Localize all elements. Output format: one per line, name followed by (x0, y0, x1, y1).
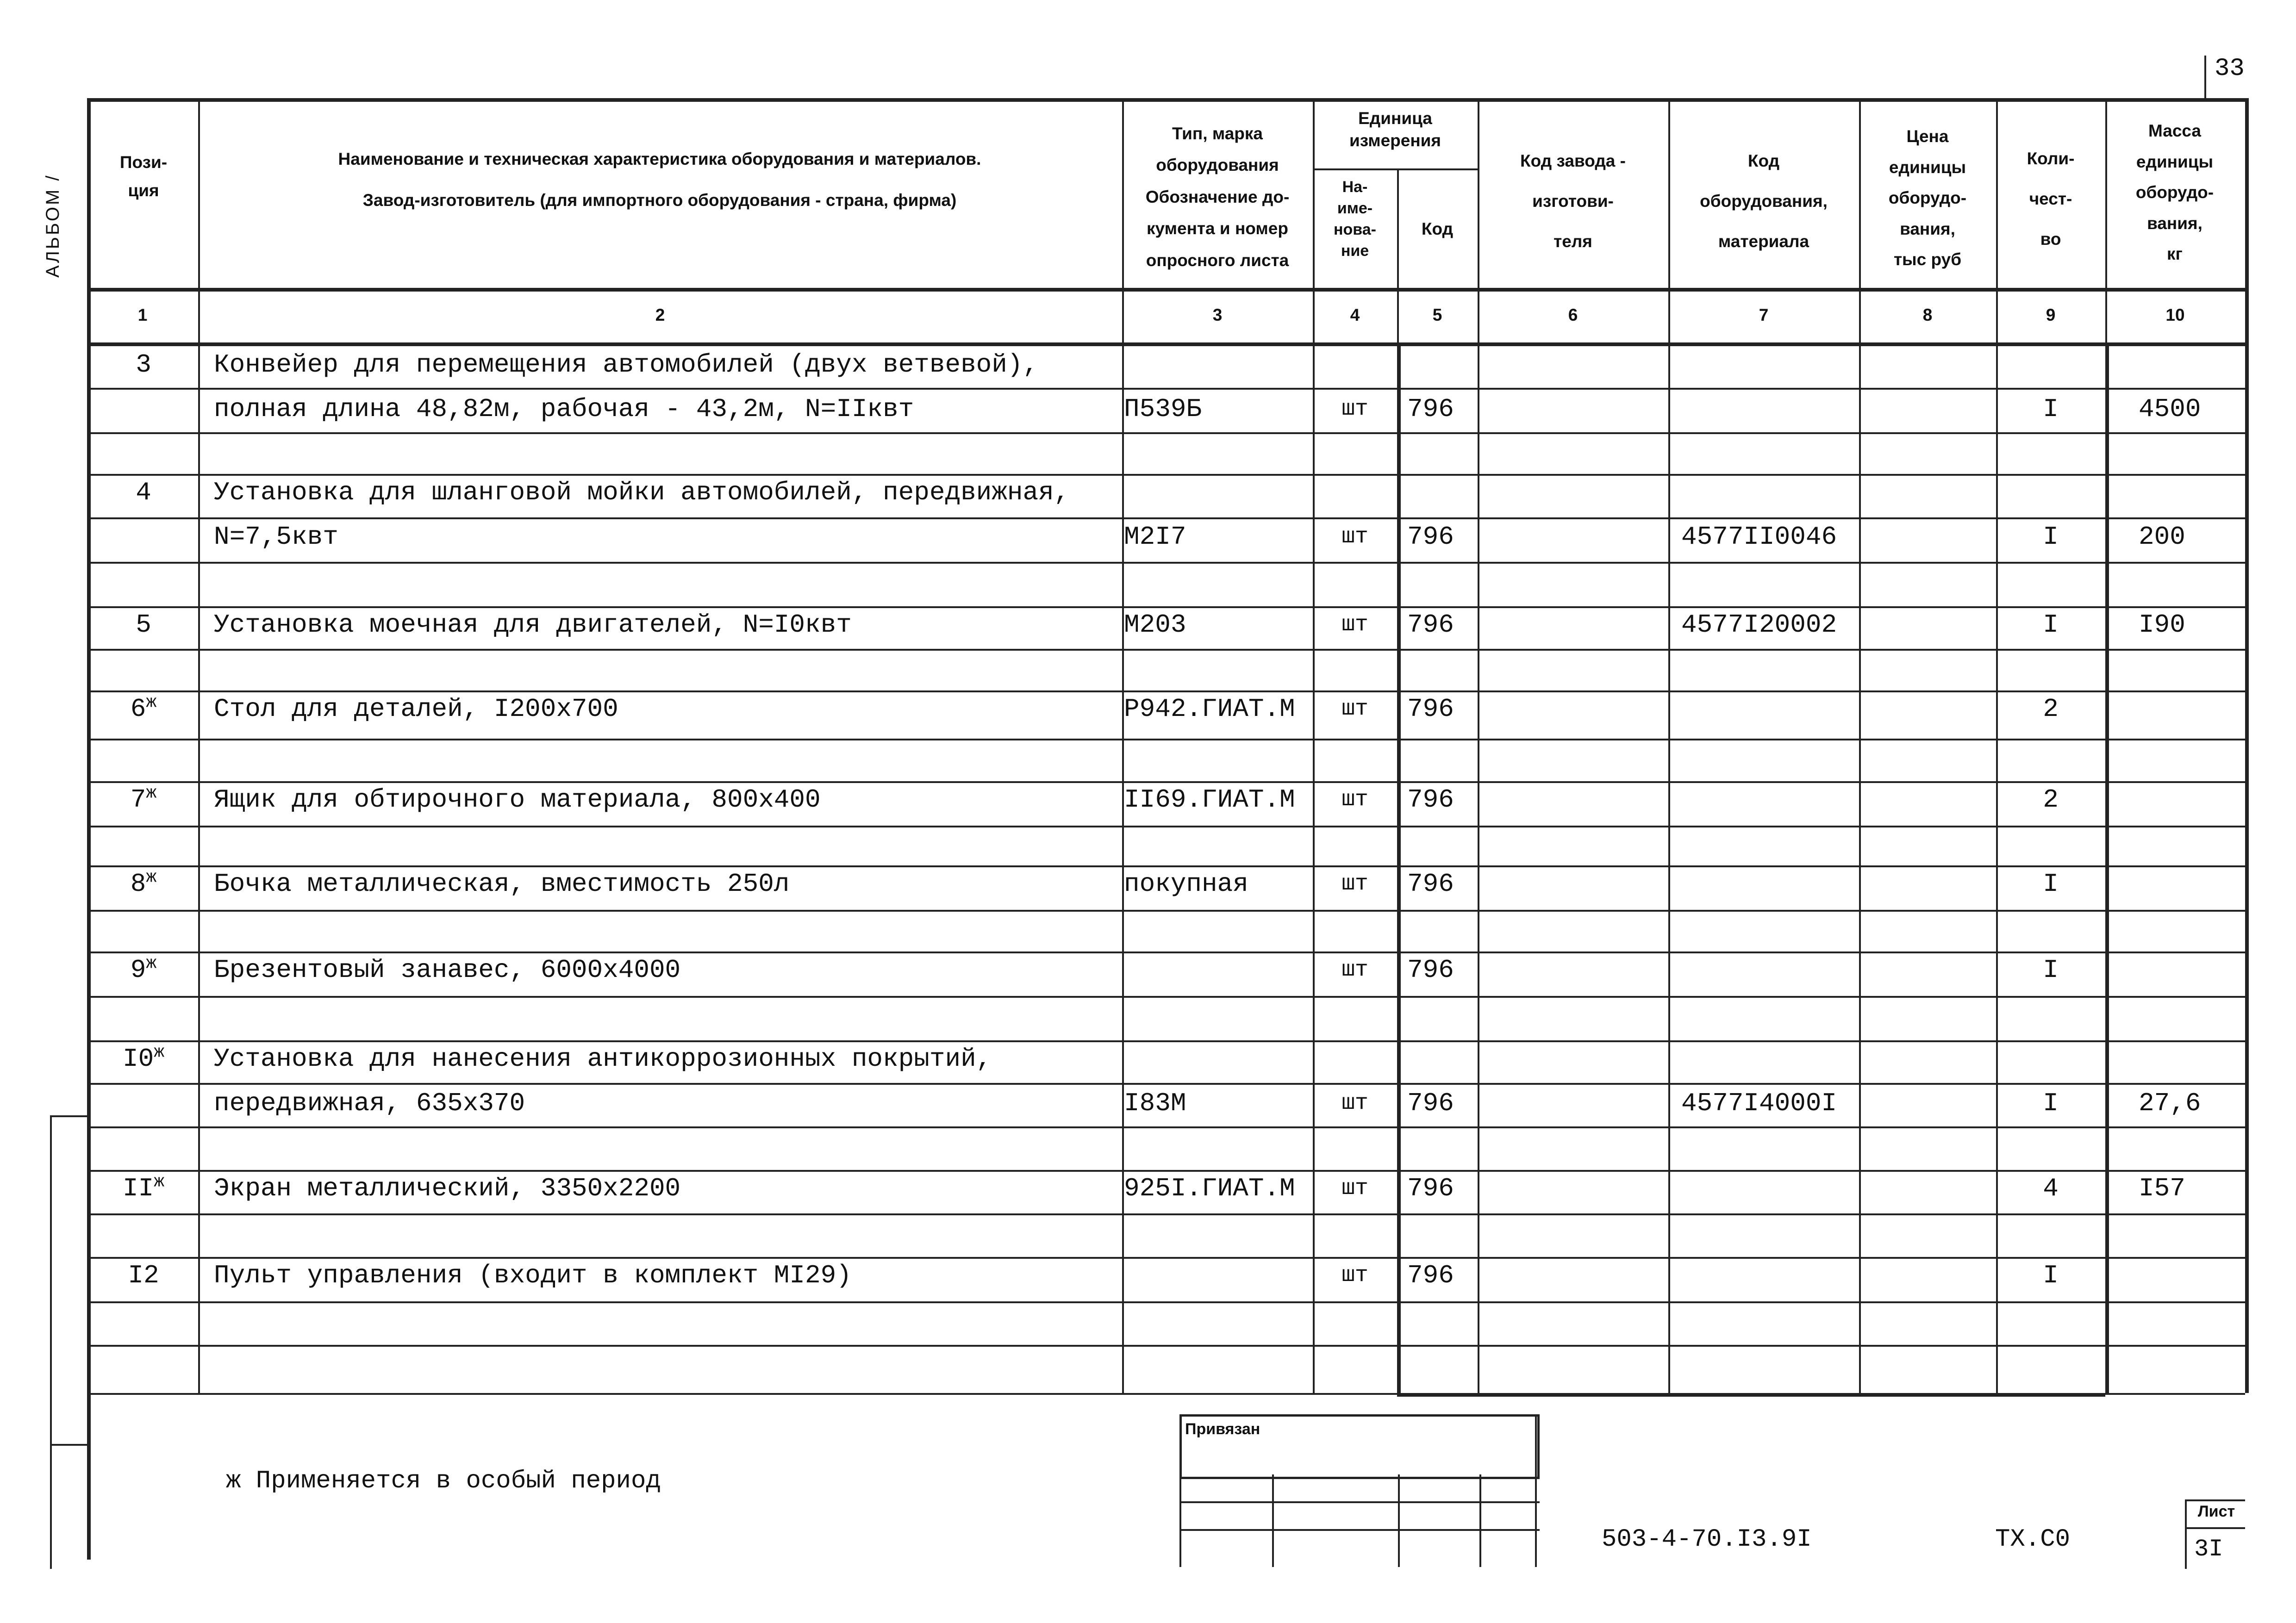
column-number: 10 (2165, 305, 2185, 324)
row-position: I2 (128, 1261, 159, 1290)
column-number: 9 (2046, 305, 2056, 324)
sheet-number-divider (2204, 56, 2206, 100)
row-unit: шт (1341, 696, 1368, 721)
row-type: М203 (1124, 610, 1186, 640)
row-position: $8^ж$ (130, 867, 157, 899)
column-number: 4 (1350, 305, 1360, 324)
row-equipment-code: 4577I20002 (1681, 610, 1837, 640)
row-description-line: Пульт управления (входит в комплект МI29) (214, 1261, 852, 1290)
row-quantity: 4 (2043, 1174, 2059, 1203)
row-unit-code: 796 (1407, 1088, 1454, 1118)
album-label: АЛЬБОМ / (43, 174, 63, 278)
stamp-list-number: 3I (2194, 1536, 2223, 1563)
header-equip-code: Код оборудования, материала (1700, 151, 1828, 251)
row-description-line: N=7,5квт (214, 522, 338, 552)
header-type: Тип, марка оборудования Обозначение до- кумента и номер опросного листа (1145, 124, 1290, 270)
row-unit: шт (1341, 871, 1368, 896)
header-factory-code: Код завода - изготови- теля (1520, 151, 1626, 251)
header-unit-name: На- име- нова- ние (1334, 178, 1376, 260)
row-unit: шт (1341, 397, 1368, 422)
row-description-line: Стол для деталей, I200x700 (214, 694, 618, 724)
row-type: II69.ГИАТ.М (1124, 785, 1295, 815)
row-position: 3 (136, 350, 151, 379)
header-unit-group: Единица измерения (1349, 109, 1441, 150)
row-mass: I57 (2139, 1174, 2185, 1203)
row-quantity: I (2043, 522, 2059, 552)
row-unit-code: 796 (1407, 1174, 1454, 1203)
row-unit: шт (1341, 1091, 1368, 1116)
row-position: 5 (136, 610, 151, 640)
row-unit-code: 796 (1407, 694, 1454, 724)
special-period-mark: ж (146, 953, 157, 974)
stamp-list-label: Лист (2197, 1503, 2235, 1520)
header-unit-code: Код (1421, 219, 1454, 238)
column-number: 6 (1568, 305, 1578, 324)
stamp-doc-suffix: ТХ.С0 (1995, 1525, 2071, 1554)
row-description-line: Ящик для обтирочного материала, 800x400 (214, 785, 821, 815)
column-number: 7 (1759, 305, 1769, 324)
row-position: 4 (136, 478, 151, 507)
stamp-grid (1179, 1474, 1540, 1567)
special-period-mark: ж (154, 1172, 165, 1192)
row-unit-code: 796 (1407, 955, 1454, 985)
stamp-privyazan: Привязан (1185, 1420, 1260, 1438)
row-mass: 4500 (2139, 394, 2201, 424)
row-quantity: I (2043, 869, 2059, 899)
row-description-line: полная длина 48,82м, рабочая - 43,2м, N=IIквт (214, 394, 914, 424)
row-position: $9^ж$ (130, 953, 157, 985)
row-unit: шт (1341, 1263, 1368, 1288)
stamp-list-vline (2185, 1499, 2187, 1569)
row-type: 925I.ГИАТ.М (1124, 1174, 1295, 1203)
row-unit-code: 796 (1407, 522, 1454, 552)
column-number: 5 (1432, 305, 1442, 324)
row-position: $6^ж$ (130, 692, 157, 724)
special-period-mark: ж (146, 783, 157, 803)
column-number: 8 (1922, 305, 1933, 324)
row-mass: I90 (2139, 610, 2185, 640)
row-mass: 27,6 (2139, 1088, 2201, 1118)
row-description-line: Конвейер для перемещения автомобилей (двух ветвевой), (214, 350, 1039, 379)
row-description-line: Установка моечная для двигателей, N=I0квт (214, 610, 852, 640)
header-price: Цена единицы оборудо- вания, тыс руб (1888, 127, 1967, 269)
row-unit: шт (1341, 524, 1368, 549)
footnote: ж Применяется в особый период (226, 1467, 661, 1495)
header-position: Пози- ция (119, 153, 168, 200)
row-type: Р942.ГИАТ.М (1124, 694, 1295, 724)
stamp-doc-code: 503-4-70.I3.9I (1602, 1525, 1812, 1554)
row-unit-code: 796 (1407, 1261, 1454, 1290)
row-quantity: I (2043, 955, 2059, 985)
row-quantity: I (2043, 394, 2059, 424)
row-description-line: Экран металлический, 3350x2200 (214, 1174, 681, 1203)
row-unit: шт (1341, 958, 1368, 983)
row-unit: шт (1341, 612, 1368, 637)
row-mass: 200 (2139, 522, 2185, 552)
row-quantity: I (2043, 610, 2059, 640)
row-quantity: I (2043, 1088, 2059, 1118)
row-unit-code: 796 (1407, 785, 1454, 815)
row-position: $I0^ж$ (122, 1042, 165, 1074)
row-type: М2I7 (1124, 522, 1186, 552)
row-quantity: I (2043, 1261, 2059, 1290)
row-unit: шт (1341, 787, 1368, 812)
row-description-line: Бочка металлическая, вместимость 250л (214, 869, 790, 899)
special-period-mark: ж (146, 867, 157, 888)
row-unit: шт (1341, 1176, 1368, 1201)
row-description-line: передвижная, 635x370 (214, 1088, 525, 1118)
row-position: $7^ж$ (130, 783, 157, 815)
row-quantity: 2 (2043, 694, 2059, 724)
header-mass: Масса единицы оборудо- вания, кг (2135, 121, 2214, 264)
row-description-line: Брезентовый занавес, 6000x4000 (214, 955, 681, 985)
row-equipment-code: 4577II0046 (1681, 522, 1837, 552)
row-type: I83М (1124, 1088, 1186, 1118)
row-unit-code: 796 (1407, 869, 1454, 899)
row-unit-code: 796 (1407, 610, 1454, 640)
header-qty: Коли- чест- во (2027, 149, 2075, 249)
row-unit-code: 796 (1407, 394, 1454, 424)
stamp-list-divider-2 (2185, 1527, 2245, 1529)
column-number: 2 (655, 305, 665, 324)
special-period-mark: ж (154, 1042, 165, 1063)
row-equipment-code: 4577I4000I (1681, 1088, 1837, 1118)
column-number: 1 (137, 305, 148, 324)
header-name: Наименование и техническая характеристика оборудования и материалов. Завод-изготовитель (для импортного оборудования - страна, фирма) (338, 149, 981, 210)
row-description-line: Установка для шланговой мойки автомобилей, передвижная, (214, 478, 1070, 507)
row-position: $II^ж$ (122, 1172, 165, 1203)
special-period-mark: ж (146, 692, 157, 713)
column-number: 3 (1212, 305, 1223, 324)
row-type: П539Б (1124, 394, 1202, 424)
row-description-line: Установка для нанесения антикоррозионных покрытий, (214, 1044, 992, 1074)
row-quantity: 2 (2043, 785, 2059, 815)
sheet-number: 33 (2215, 55, 2245, 83)
row-type: покупная (1124, 869, 1248, 899)
